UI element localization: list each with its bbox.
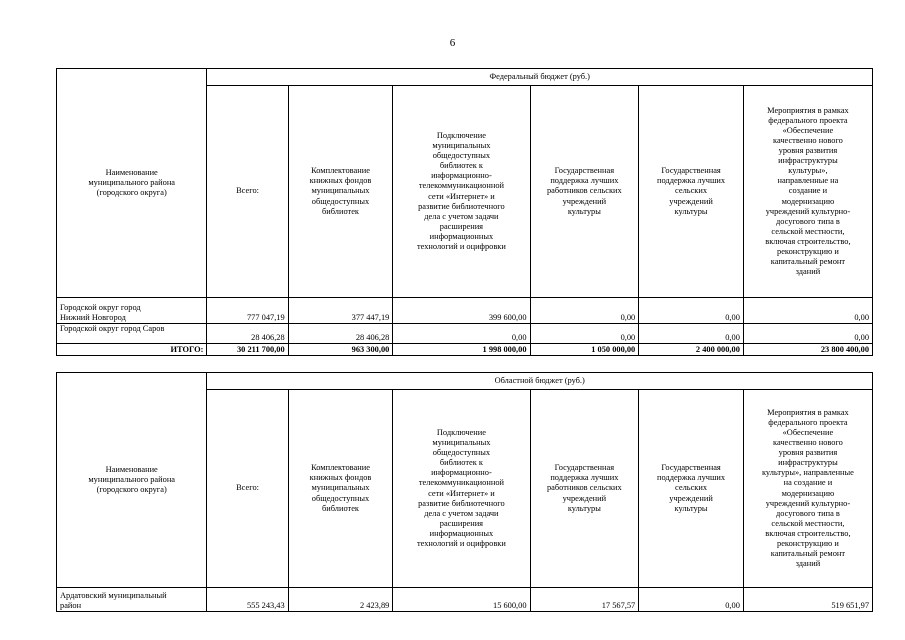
cell-internet: 399 600,00 [393,298,530,324]
cell-project: 519 651,97 [743,588,872,612]
table-row [57,298,873,324]
header-project: Мероприятия в рамках федерального проекта «Обеспечение качественно нового уровня развития инфраструктуры культуры», направленные на создание и модернизацию учреждений культурно- досугового типа в сельской местности, включая строительство, реконструкцию и капитальный ремонт зданий [743,86,872,298]
header-total: Всего: [207,86,288,298]
totals-label: ИТОГО: [57,344,207,356]
regional-budget-table [56,372,873,612]
total-total: 30 211 700,00 [207,344,288,356]
cell-internet: 0,00 [393,324,530,344]
cell-rural-institutions: 0,00 [639,588,744,612]
page-number: 6 [449,37,456,49]
header-total: Всего: [207,390,288,588]
total-rural-institutions: 2 400 000,00 [639,344,744,356]
total-books: 963 300,00 [288,344,393,356]
row-name: Ардатовский муниципальный район [57,588,207,612]
header-name: Наименование муниципального района (городского округа) [57,373,207,588]
cell-rural-institutions: 0,00 [639,324,744,344]
row-name: Городской округ город Нижний Новгород [57,298,207,324]
header-project: Мероприятия в рамках федерального проекта «Обеспечение качественно нового уровня развития инфраструктуры культуры», направленные на создание и модернизацию учреждений культурно- досугового типа в сельской местности, включая строительство, реконструкцию и капитальный ремонт зданий [743,390,872,588]
table-row [57,588,873,612]
cell-total: 777 047,19 [207,298,288,324]
header-books: Комплектование книжных фондов муниципальных общедоступных библиотек [288,390,393,588]
cell-internet: 15 600,00 [393,588,530,612]
header-rural-workers: Государственная поддержка лучших работников сельских учреждений культуры [530,390,639,588]
cell-total: 555 243,43 [207,588,288,612]
total-rural-workers: 1 050 000,00 [530,344,639,356]
cell-rural-workers: 0,00 [530,324,639,344]
header-rural-institutions: Государственная поддержка лучших сельских учреждений культуры [639,390,744,588]
budget-title: Областной бюджет (руб.) [207,373,873,390]
cell-rural-workers: 0,00 [530,298,639,324]
header-rural-institutions: Государственная поддержка лучших сельских учреждений культуры [639,86,744,298]
cell-total: 28 406,28 [207,324,288,344]
row-name: Городской округ город Саров [57,324,207,344]
header-books: Комплектование книжных фондов муниципальных общедоступных библиотек [288,86,393,298]
header-name: Наименование муниципального района (городского округа) [57,69,207,298]
budget-title: Федеральный бюджет (руб.) [207,69,873,86]
cell-books: 2 423,89 [288,588,393,612]
federal-budget-table [56,68,873,356]
cell-project: 0,00 [743,324,872,344]
table-row [57,324,873,344]
cell-project: 0,00 [743,298,872,324]
header-rural-workers: Государственная поддержка лучших работников сельских учреждений культуры [530,86,639,298]
header-internet: Подключение муниципальных общедоступных библиотек к информационно- телекоммуникационной сети «Интернет» и развитие библиотечного дела с учетом задачи расширения информационных технологий и оцифровки [393,390,530,588]
header-internet: Подключение муниципальных общедоступных библиотек к информационно- телекоммуникационной сети «Интернет» и развитие библиотечного дела с учетом задачи расширения информационных технологий и оцифровки [393,86,530,298]
cell-rural-institutions: 0,00 [639,298,744,324]
total-project: 23 800 400,00 [743,344,872,356]
cell-books: 377 447,19 [288,298,393,324]
total-internet: 1 998 000,00 [393,344,530,356]
totals-row [57,344,873,356]
cell-books: 28 406,28 [288,324,393,344]
cell-rural-workers: 17 567,57 [530,588,639,612]
